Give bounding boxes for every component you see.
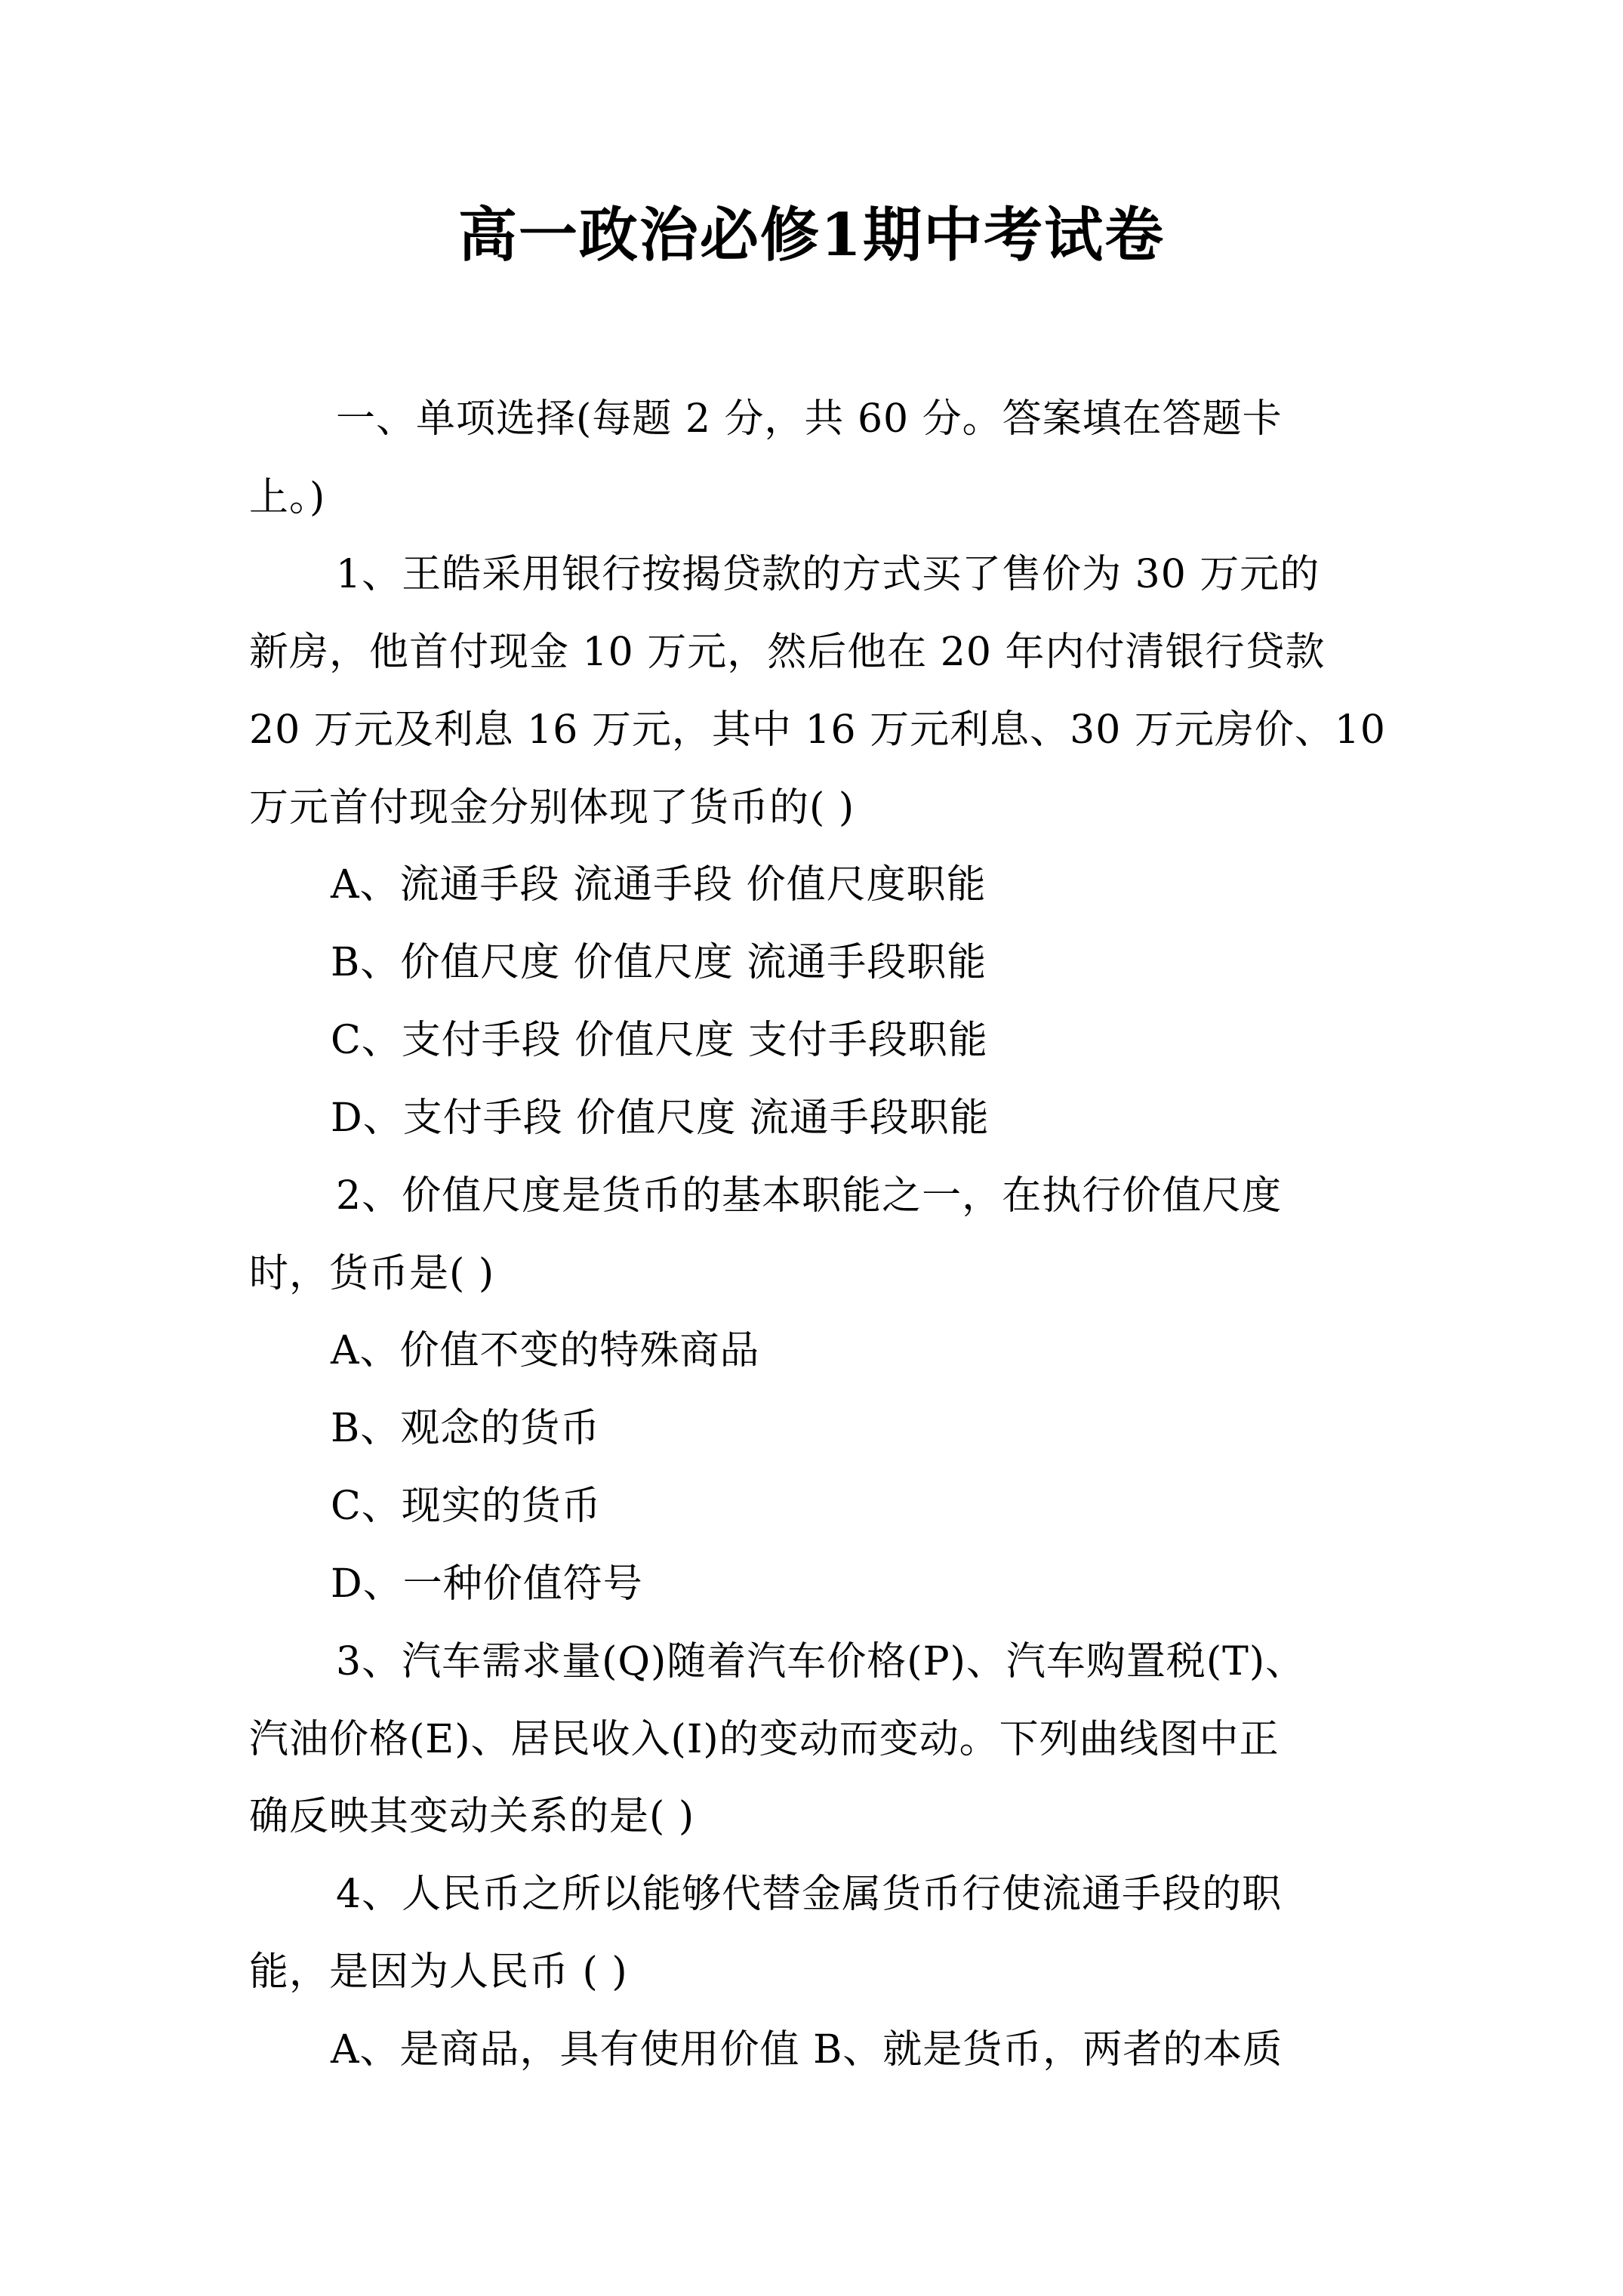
- option-b: B、观念的货币: [331, 1406, 601, 1451]
- section-heading-continued: 上。): [249, 475, 326, 520]
- question-stem-line: 1、王皓采用银行按揭贷款的方式买了售价为 30 万元的: [336, 552, 1320, 597]
- question-stem-line: 2、价值尺度是货币的基本职能之一，在执行价值尺度: [336, 1173, 1283, 1219]
- question-stem-line: 4、人民币之所以能够代替金属货币行使流通手段的职: [336, 1872, 1283, 1917]
- question-stem-line: 新房，他首付现金 10 万元，然后他在 20 年内付清银行贷款: [249, 630, 1326, 675]
- question-stem-line: 汽油价格(E)、居民收入(I)的变动而变动。下列曲线图中正: [249, 1717, 1280, 1762]
- question-stem-line: 确反映其变动关系的是( ): [249, 1794, 695, 1839]
- option-d: D、支付手段 价值尺度 流通手段职能: [331, 1096, 990, 1141]
- option-a: A、流通手段 流通手段 价值尺度职能: [331, 862, 987, 908]
- question-stem-line: 能，是因为人民币 ( ): [249, 1949, 628, 1995]
- question-stem-line: 3、汽车需求量(Q)随着汽车价格(P)、汽车购置税(T)、: [336, 1639, 1306, 1684]
- option-a: A、价值不变的特殊商品: [331, 1328, 760, 1373]
- page-title: 高一政治必修1期中考试卷: [457, 201, 1166, 270]
- question-stem-line: 时，货币是( ): [249, 1251, 495, 1296]
- question-stem-line: 20 万元及利息 16 万元，其中 16 万元利息、30 万元房价、10: [249, 707, 1387, 753]
- option-a: A、是商品，具有使用价值 B、就是货币，两者的本质: [331, 2027, 1283, 2073]
- question-stem-line: 万元首付现金分别体现了货币的( ): [249, 785, 855, 831]
- option-c: C、现实的货币: [331, 1484, 602, 1529]
- section-heading: 一、单项选择(每题 2 分，共 60 分。答案填在答题卡: [336, 396, 1283, 442]
- option-d: D、一种价值符号: [331, 1561, 643, 1607]
- option-b: B、价值尺度 价值尺度 流通手段职能: [331, 940, 987, 985]
- option-c: C、支付手段 价值尺度 支付手段职能: [331, 1018, 988, 1063]
